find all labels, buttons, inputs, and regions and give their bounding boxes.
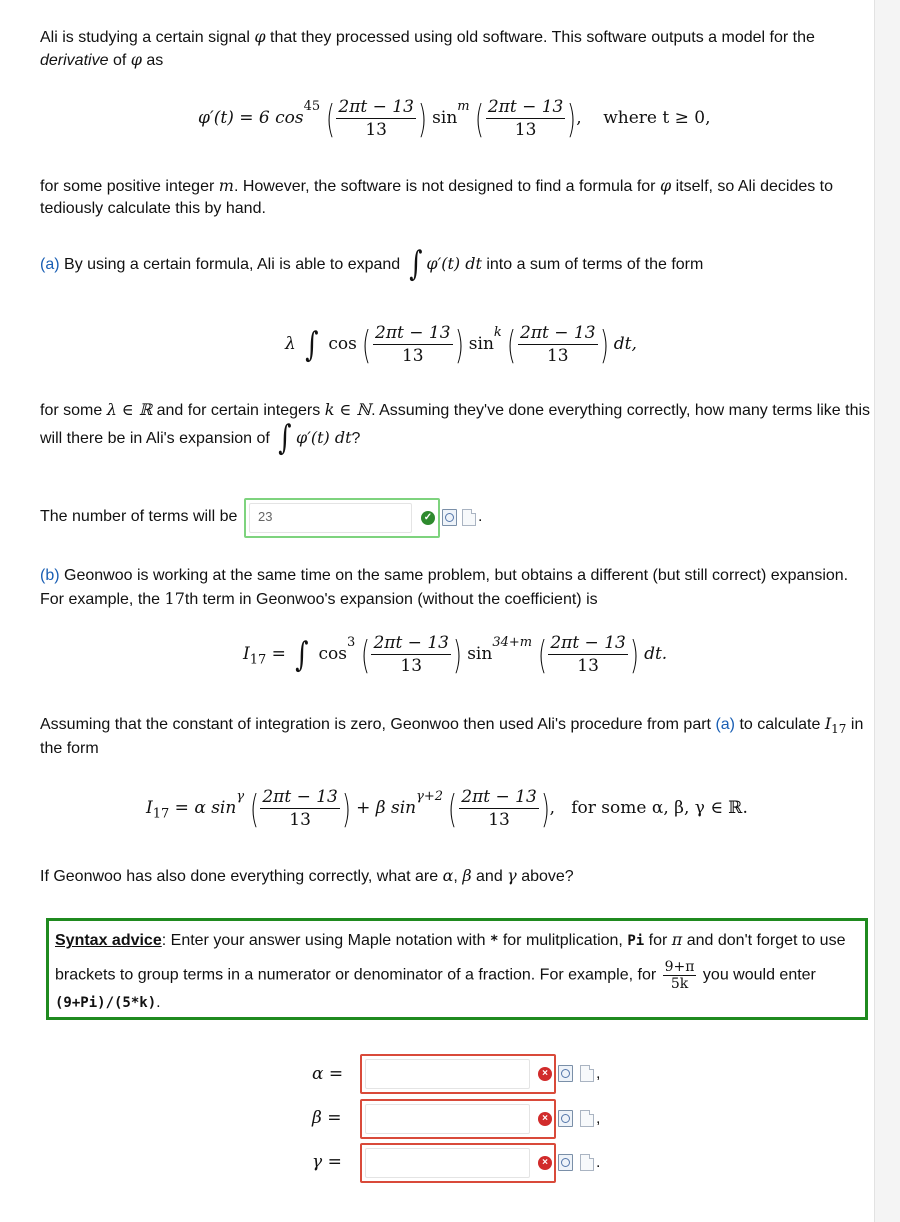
derivative-word: derivative	[40, 52, 109, 69]
beta-input[interactable]	[365, 1104, 530, 1134]
eq1-fraction-2: $\frac{2\pi t - 13}{13}$	[487, 97, 564, 140]
eq1-sin: sin	[432, 108, 458, 128]
derivative-equation: φ′(t) = 6 $\cos^{45}$ ( $\frac{2\pi t - 13}{13}$ ) $\sin^m$ ( $\frac{2\pi t - 13}{13}$ ), where t ≥ 0,	[198, 96, 711, 141]
preview-icon[interactable]	[442, 509, 457, 526]
syntax-advice-box	[46, 918, 868, 1020]
intro-text: as	[146, 52, 164, 69]
preview-icon[interactable]	[558, 1110, 573, 1127]
answer-label-terms: The number of terms will be	[40, 508, 238, 525]
i17-equation: $I_{17}$ = ∫ $\cos^3$ ( $\frac{2\pi t - 13}{13}$ ) $\sin^{34+m}$ ( $\frac{2\pi t - 13}{13}$ ) dt.	[243, 632, 668, 677]
after-eq1-line-2: tediously calculate this by hand.	[40, 200, 266, 217]
intro-line-2	[40, 48, 163, 72]
intro-text: of	[112, 52, 127, 69]
preview-icon[interactable]	[558, 1065, 573, 1082]
eq1-lhs: φ′(t) = 6 cos	[198, 108, 304, 128]
i17-form-equation: $I_{17} = \alpha$ $\sin^\gamma$ ( $\frac{2\pi t - 13}{13}$ ) + β $\sin^{\gamma+2}$ ( $\frac{2\pi t - 13}{13}$ ), for some α, β, γ ∈ ℝ.	[146, 786, 748, 831]
error-icon: ×	[538, 1156, 552, 1170]
terms-answer-input[interactable]: 23	[249, 503, 412, 533]
eq1-where: where t ≥ 0,	[603, 108, 711, 128]
beta-answer-box[interactable]	[360, 1099, 556, 1139]
part-b-question: If Geonwoo has also done everything correctly, what are α, β and γ above?	[40, 866, 574, 885]
part-a-intro: (a) By using a certain formula, Ali is able to expand ∫ φ′(t) dt into a sum of terms of the form	[40, 244, 704, 285]
gamma-input[interactable]	[365, 1148, 530, 1178]
part-b-line-1: (b) Geonwoo is working at the same time on the same problem, but obtains a different (but still correct) expansion.	[40, 567, 849, 584]
error-icon: ×	[538, 1112, 552, 1126]
gamma-label: γ =	[312, 1152, 342, 1172]
eq1-power-m: m	[457, 99, 470, 115]
help-document-icon[interactable]	[462, 509, 476, 526]
help-document-icon[interactable]	[580, 1065, 594, 1082]
eq1-power-45: 45	[303, 99, 321, 115]
eq1-fraction-1: $\frac{2\pi t - 13}{13}$	[338, 97, 414, 140]
advice-line-1: Syntax advice: Enter your answer using Maple notation with * for mulitplication, Pi for π and don't forget to use	[55, 930, 846, 949]
check-icon: ✓	[421, 511, 435, 525]
phi-symbol: φ	[254, 27, 266, 46]
alpha-answer-box[interactable]	[360, 1054, 556, 1094]
question-sheet: Ali is studying a certain signal φ that they processed using old software. This software outputs a model for the derivative of φ as φ′(t) = 6 $\cos^{45}$ ( $\frac{2\pi t - 13}{13}$ ) $\sin^m$ ( $\frac{2\pi t - 13}{13}$ ), where t ≥ 0, for some positive integer m. However, the software is not designed to find a formula for φ itself, so Ali decides to tediously calculate this by hand. (a) By using a certain formula, Ali is able to expand ∫ φ′(t) dt into a sum of terms of the form λ ∫ cos ( $\frac{2\pi t - 13}{13}$ ) $\sin^k$ ( $\frac{2\pi t - 13}{13}$ ) dt, for some λ ∈ ℝ and for certain integers k ∈ ℕ. Assuming they've done everything correctly, how many terms like this will there be in Ali's expansion of ∫ φ′(t) dt? The number of terms will be 23 ✓ . (b) Geonwoo is working at the same time on the same problem, but obtains a different (but still correct) expansion. For example, the 17th term in Geonwoo's expansion (without the coefficient) is $I_{17}$ = ∫ $\cos^3$ ( $\frac{2\pi t - 13}{13}$ ) $\sin^{34+m}$ ( $\frac{2\pi t - 13}{13}$ ) dt. Assuming that the constant of integration is zero, Geonwoo then used Ali's procedure from part (a) to calculate $I_{17}$ in the form $I_{17} = \alpha$ $\sin^\gamma$ ( $\frac{2\pi t - 13}{13}$ ) + β $\sin^{\gamma+2}$ ( $\frac{2\pi t - 13}{13}$ ), for some α, β, γ ∈ ℝ. If Geonwoo has also done everything correctly, what are α, β and γ above? Syntax advice: Enter your answer using Maple notation with * for mulitplication, Pi for π and don't forget to use brackets to group terms in a numerator or denominator of a fraction. For example, for $\frac{9+\pi}{5k}$ you would enter (9+Pi)/(5*k). α = × , β = × , γ = × .	[0, 0, 875, 1222]
alpha-input[interactable]	[365, 1059, 530, 1089]
part-b-assume-1: Assuming that the constant of integration is zero, Geonwoo then used Ali's procedure from part (a) to calculate $I_{17}$ in	[40, 714, 864, 737]
part-b-assume-2: the form	[40, 740, 99, 757]
part-b-line-2: For example, the 17th term in Geonwoo's expansion (without the coefficient) is	[40, 589, 598, 608]
terms-answer-box[interactable]	[244, 498, 440, 538]
alpha-label: α =	[312, 1064, 344, 1084]
preview-icon[interactable]	[558, 1154, 573, 1171]
advice-title: Syntax advice	[55, 932, 162, 949]
integral-sign: ∫	[408, 244, 423, 285]
term-form-equation: λ ∫ cos ( $\frac{2\pi t - 13}{13}$ ) $\sin^k$ ( $\frac{2\pi t - 13}{13}$ ) dt,	[285, 322, 637, 367]
part-a-question-1: for some λ ∈ ℝ and for certain integers k ∈ ℕ. Assuming they've done everything correctly, how many terms like this	[40, 400, 871, 419]
phi-symbol: φ	[130, 50, 142, 69]
intro-text: Ali is studying a certain signal	[40, 29, 250, 46]
part-a-question-2: will there be in Ali's expansion of ∫ φ′(t) dt?	[40, 418, 361, 459]
advice-line-3: (9+Pi)/(5*k).	[55, 994, 161, 1011]
advice-line-2: brackets to group terms in a numerator or denominator of a fraction. For example, for $\frac{9+\pi}{5k}$ you would enter	[55, 959, 816, 992]
error-icon: ×	[538, 1067, 552, 1081]
intro-text: that they processed using old software. This software outputs a model for the	[270, 29, 815, 46]
gamma-answer-box[interactable]	[360, 1143, 556, 1183]
part-a-label: (a)	[40, 256, 60, 273]
advice-example-code: (9+Pi)/(5*k)	[55, 995, 157, 1011]
beta-label: β =	[312, 1108, 342, 1128]
help-document-icon[interactable]	[580, 1154, 594, 1171]
part-b-label: (b)	[40, 567, 60, 584]
after-eq1-line-1: for some positive integer m. However, the software is not designed to find a formula for φ itself, so Ali decides to	[40, 176, 834, 195]
help-document-icon[interactable]	[580, 1110, 594, 1127]
intro-line-1	[40, 25, 815, 49]
